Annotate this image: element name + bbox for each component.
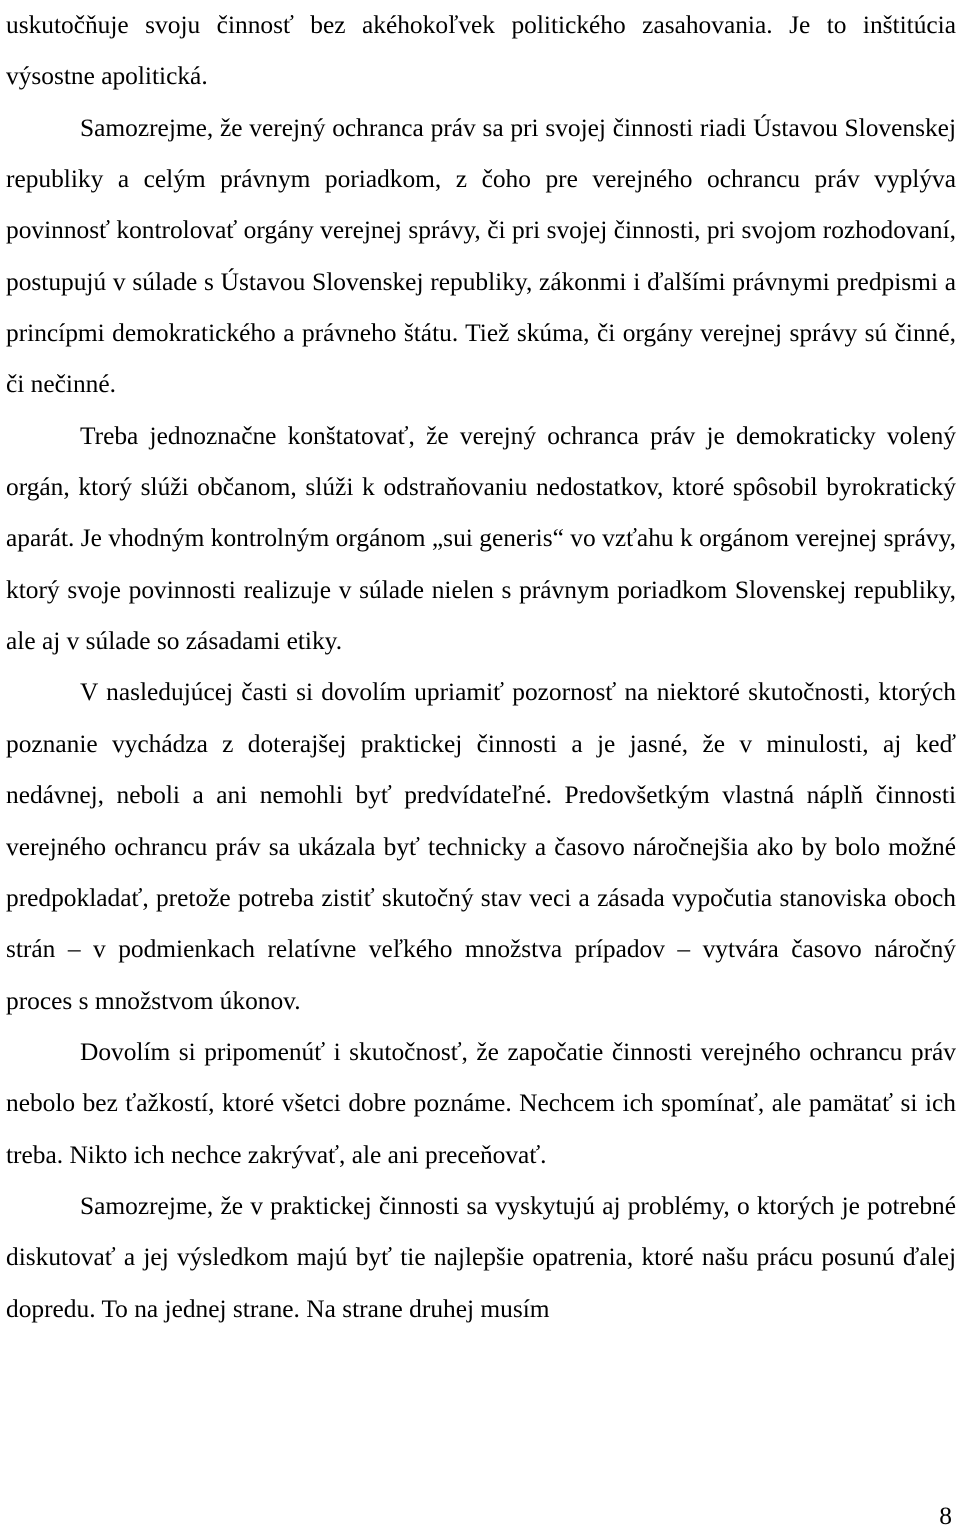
- document-page: [6, 0, 956, 1537]
- paragraph: Dovolím si pripomenúť i skutočnosť, že započatie činnosti verejného ochrancu práv nebolo bez ťažkostí, ktoré všetci dobre poznáme. Nechcem ich spomínať, ale pamätať si ich treba. Nikto ich nechce zakrývať, ale ani preceňovať.: [6, 1037, 956, 1169]
- paragraph: V nasledujúcej časti si dovolím upriamiť pozornosť na niektoré skutočnosti, ktorých poznanie vychádza z doterajšej praktickej činnosti a je jasné, že v minulosti, aj keď nedávnej, neboli a ani nemohli byť predvídateľné. Predovšetkým vlastná náplň činnosti verejného ochrancu práv sa ukázala byť technicky a časovo náročnejšia ako by bolo možné predpokladať, pretože potreba zistiť skutočný stav veci a zásada vypočutia stanoviska oboch strán – v podmienkach relatívne veľkého množstva prípadov – vytvára časovo náročný proces s množstvom úkonov.: [6, 678, 956, 1015]
- paragraph-continuation: uskutočňuje svoju činnosť bez akéhokoľvek politického zasahovania. Je to inštitúcia výsostne apolitická.: [6, 11, 956, 91]
- paragraph: Samozrejme, že verejný ochranca práv sa pri svojej činnosti riadi Ústavou Slovenskej republiky a celým právnym poriadkom, z čoho pre verejného ochrancu práv vyplýva povinnosť kontrolovať orgány verejnej správy, či pri svojej činnosti, pri svojom rozhodovaní, postupujú v súlade s Ústavou Slovenskej republiky, zákonmi i ďalšími právnymi predpismi a princípmi demokratického a právneho štátu. Tiež skúma, či orgány verejnej správy sú činné, či nečinné.: [6, 113, 956, 399]
- paragraph: Treba jednoznačne konštatovať, že verejný ochranca práv je demokraticky volený orgán, ktorý slúži občanom, slúži k odstraňovaniu nedostatkov, ktoré spôsobil byrokratický aparát. Je vhodným kontrolným orgánom „sui generis“ vo vzťahu k orgánom verejnej správy, ktorý svoje povinnosti realizuje v súlade nielen s právnym poriadkom Slovenskej republiky, ale aj v súlade so zásadami etiky.: [6, 421, 956, 656]
- paragraph: Samozrejme, že v praktickej činnosti sa vyskytujú aj problémy, o ktorých je potrebné diskutovať a jej výsledkom majú byť tie najlepšie opatrenia, ktoré našu prácu posunú ďalej dopredu. To na jednej strane. Na strane druhej musím: [6, 1191, 956, 1323]
- page-number: 8: [939, 1502, 952, 1530]
